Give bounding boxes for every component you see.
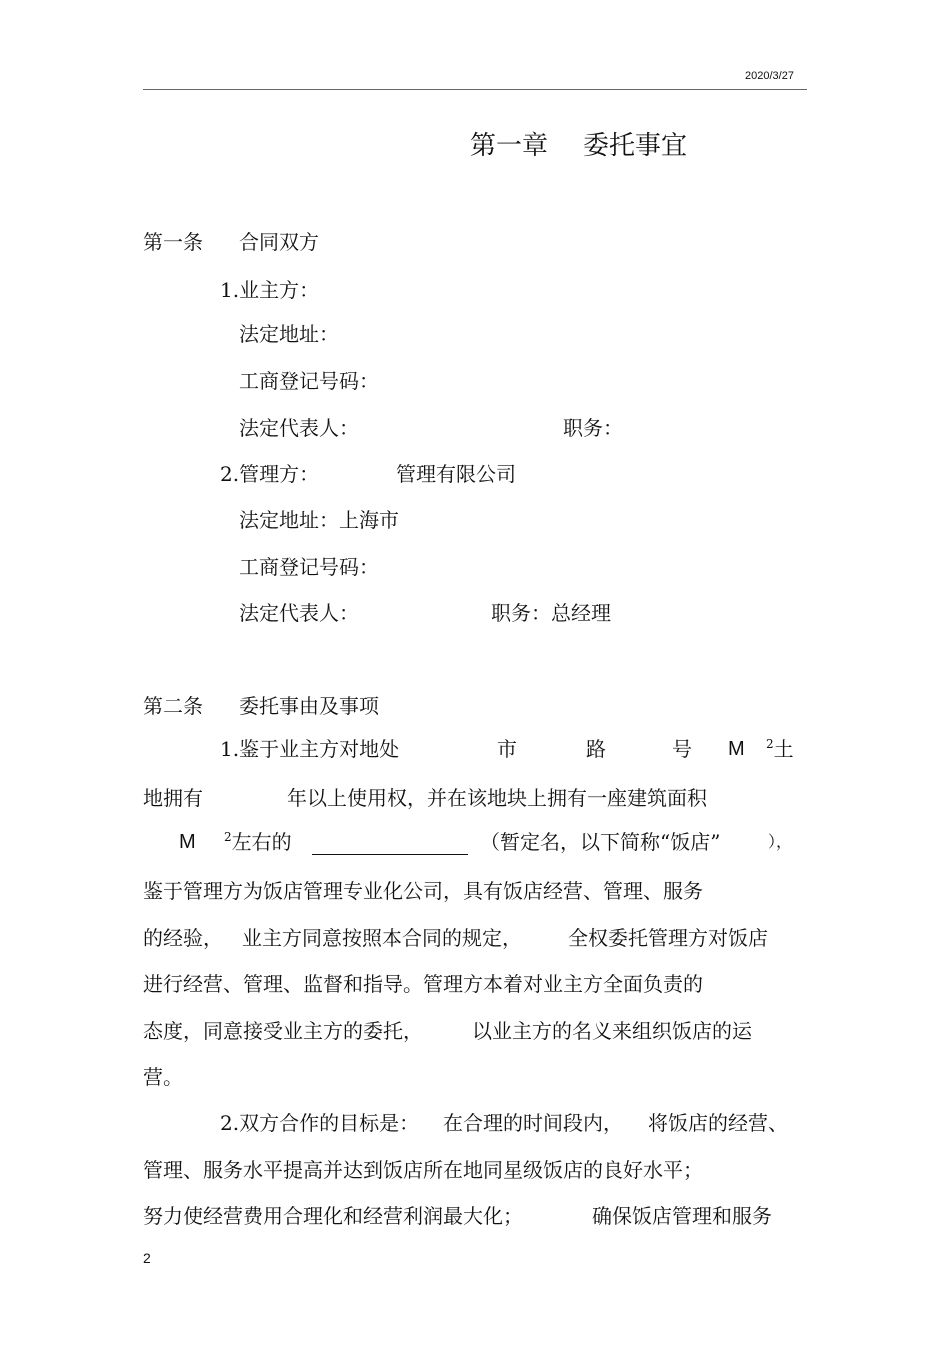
p2-line1-a: 2.双方合作的目标是： — [220, 1111, 420, 1135]
manager-address: 法定地址：上海市 — [239, 508, 399, 532]
chapter-title: 委托事宜 — [583, 131, 688, 161]
chapter-number: 第一章 — [470, 131, 549, 161]
owner-address: 法定地址： — [239, 322, 339, 346]
manager-reg-no: 工商登记号码： — [239, 555, 379, 579]
p1-line6: 进行经营、管理、监督和指导。管理方本着对业主方全面负责的 — [143, 972, 703, 996]
article1-number: 第一条 — [143, 230, 203, 254]
owner-position: 职务： — [563, 416, 623, 440]
article2-number: 第二条 — [143, 694, 203, 718]
p1-line8: 营。 — [143, 1065, 183, 1089]
p1-line3-c: （暂定名，以下简称“饭店” — [480, 830, 721, 854]
p1-line5-c: 全权委托管理方对饭店 — [568, 926, 768, 950]
p2-line3-b: 确保饭店管理和服务 — [592, 1204, 772, 1228]
p1-line7-a: 态度，同意接受业主方的委托， — [143, 1019, 423, 1043]
p1-line1-sup: 2 — [766, 737, 774, 751]
p1-line3-d: ）， — [768, 832, 793, 851]
p1-line3-unit: M — [179, 831, 196, 853]
p1-line1-road: 路 — [586, 737, 606, 761]
p1-line1-f: 土 — [773, 737, 794, 761]
p2-line3-a: 努力使经营费用合理化和经营利润最大化； — [143, 1204, 523, 1228]
p1-line1-unit: M — [728, 738, 745, 760]
manager-rep: 法定代表人： — [239, 601, 359, 625]
p1-line2-b: 年以上使用权，并在该地块上拥有一座建筑面积 — [287, 786, 707, 810]
p1-line3-tail — [224, 830, 292, 857]
p1-line1-tail — [766, 737, 794, 764]
p1-line2-a: 地拥有 — [143, 786, 203, 810]
manager-position: 职务：总经理 — [491, 601, 611, 625]
p1-line1-city: 市 — [497, 737, 517, 761]
owner-reg-no: 工商登记号码： — [239, 369, 379, 393]
p1-line5-b: 业主方同意按照本合同的规定， — [242, 926, 522, 950]
p2-line1-c: 将饭店的经营、 — [648, 1111, 788, 1135]
p1-line7-b: 以业主方的名义来组织饭店的运 — [472, 1019, 752, 1043]
p1-line1-no: 号 — [672, 737, 692, 761]
owner-label: 1.业主方： — [220, 278, 320, 302]
hotel-name-blank — [312, 854, 468, 855]
p1-line1-a: 1.鉴于业主方对地处 — [220, 737, 400, 761]
header-date: 2020/3/27 — [745, 70, 794, 82]
p2-line2: 管理、服务水平提高并达到饭店所在地同星级饭店的良好水平； — [143, 1158, 703, 1182]
p2-line1-b: 在合理的时间段内， — [443, 1111, 623, 1135]
header-divider — [143, 89, 807, 90]
owner-rep: 法定代表人： — [239, 416, 359, 440]
manager-label: 2.管理方： — [220, 462, 320, 486]
article1-title: 合同双方 — [239, 230, 319, 254]
article2-title: 委托事由及事项 — [239, 694, 379, 718]
manager-company: 管理有限公司 — [396, 462, 516, 486]
p1-line4: 鉴于管理方为饭店管理专业化公司，具有饭店经营、管理、服务 — [143, 879, 703, 903]
p1-line3-sup: 2 — [224, 830, 232, 844]
p1-line3-b: 左右的 — [231, 830, 292, 854]
page-number: 2 — [143, 1250, 151, 1266]
p1-line5-a: 的经验， — [143, 926, 223, 950]
